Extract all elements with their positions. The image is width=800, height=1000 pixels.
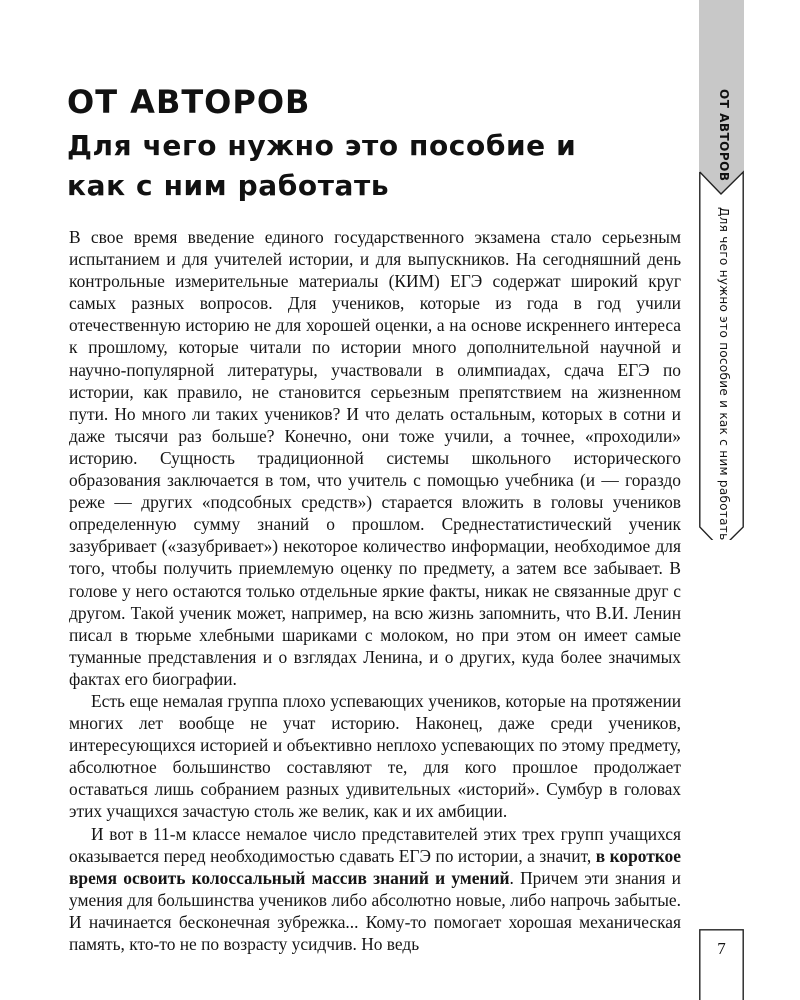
body-text (69, 226, 681, 955)
side-tab-section-label: ОТ АВТОРОВ (717, 89, 731, 182)
section-title: ОТ АВТОРОВ (67, 83, 311, 121)
page-heading (67, 82, 667, 206)
paragraph-1: В свое время введение единого государственного экзамена стало серьезным испытанием и для учителей истории, и для выпускников. На сегодняшний день контрольные измерительные материалы (КИМ) ЕГЭ содержат широкий круг самых разных вопросов. Для учеников, которые из года в год учили отечественную историю не для хорошей оценки, а на основе искреннего интереса к прошлому, которые читали по истории много дополнительной научной и научно-популярной литературы, участвовали в олимпиадах, сдача ЕГЭ по истории, как правило, не становится серьезным препятствием на жизненном пути. Но много ли таких учеников? И что делать остальным, которых в сотни и даже тысячи раз больше? Конечно, они тоже учили, а точнее, «проходили» историю. Сущность традиционной системы школьного исторического образования заключается в том, что учитель с помощью учебника (и — гораздо реже — других «подсобных средств») старается вложить в головы учеников определенную сумму знаний о прошлом. Среднестатистический ученик зазубривает («зазубривает») некоторое количество информации, необходимое для того, чтобы получить приемлемую оценку по предмету, а затем все забывает. В голове у него остаются только отдельные яркие факты, никак не связанные друг с другом. Такой ученик может, например, на всю жизнь запомнить, что В.И. Ленин писал в тюрьме хлебными шариками с молоком, но при этом он имеет самые туманные представления и о взглядах Ленина, и о других, куда более значимых фактах его биографии. (69, 227, 681, 689)
paragraph-3 (69, 823, 681, 956)
page-number: 7 (717, 939, 726, 958)
side-tab (699, 0, 744, 540)
paragraph-3-start: И вот в 11-м классе немалое число представителей этих трех групп учащихся оказывается перед необходимостью сдавать ЕГЭ по истории, а значит, (69, 823, 681, 866)
paragraph-2: Есть еще немалая группа плохо успевающих учеников, которые на протяжении многих лет вообще не учат историю. Наконец, даже среди учеников, интересующихся историей и объективно неплохо успевающих по этому предмету, абсолютное большинство составляют те, для кого прошлое продолжает оставаться лишь собранием разных удивительных «историй». Сумбур в головах этих учащихся зачастую столь же велик, как и их амбиции. (69, 690, 681, 822)
paragraph-3-end: . Причем эти знания и умения для большинства учеников либо абсолютно новые, либо напрочь забытые. И начинается бесконечная зубрежка... Кому-то помогает хорошая механическая память, кто-то не по возрасту усидчив. Но ведь (69, 867, 681, 954)
page-number-box (699, 929, 744, 1000)
chapter-title: Для чего нужно это пособие и как с ним работать (67, 129, 577, 202)
side-tab-chapter-label: Для чего нужно это пособие и как с ним работать (717, 207, 731, 541)
paragraph-3-emphasis: в короткое время освоить колоссальный массив знаний и умений (69, 845, 681, 888)
